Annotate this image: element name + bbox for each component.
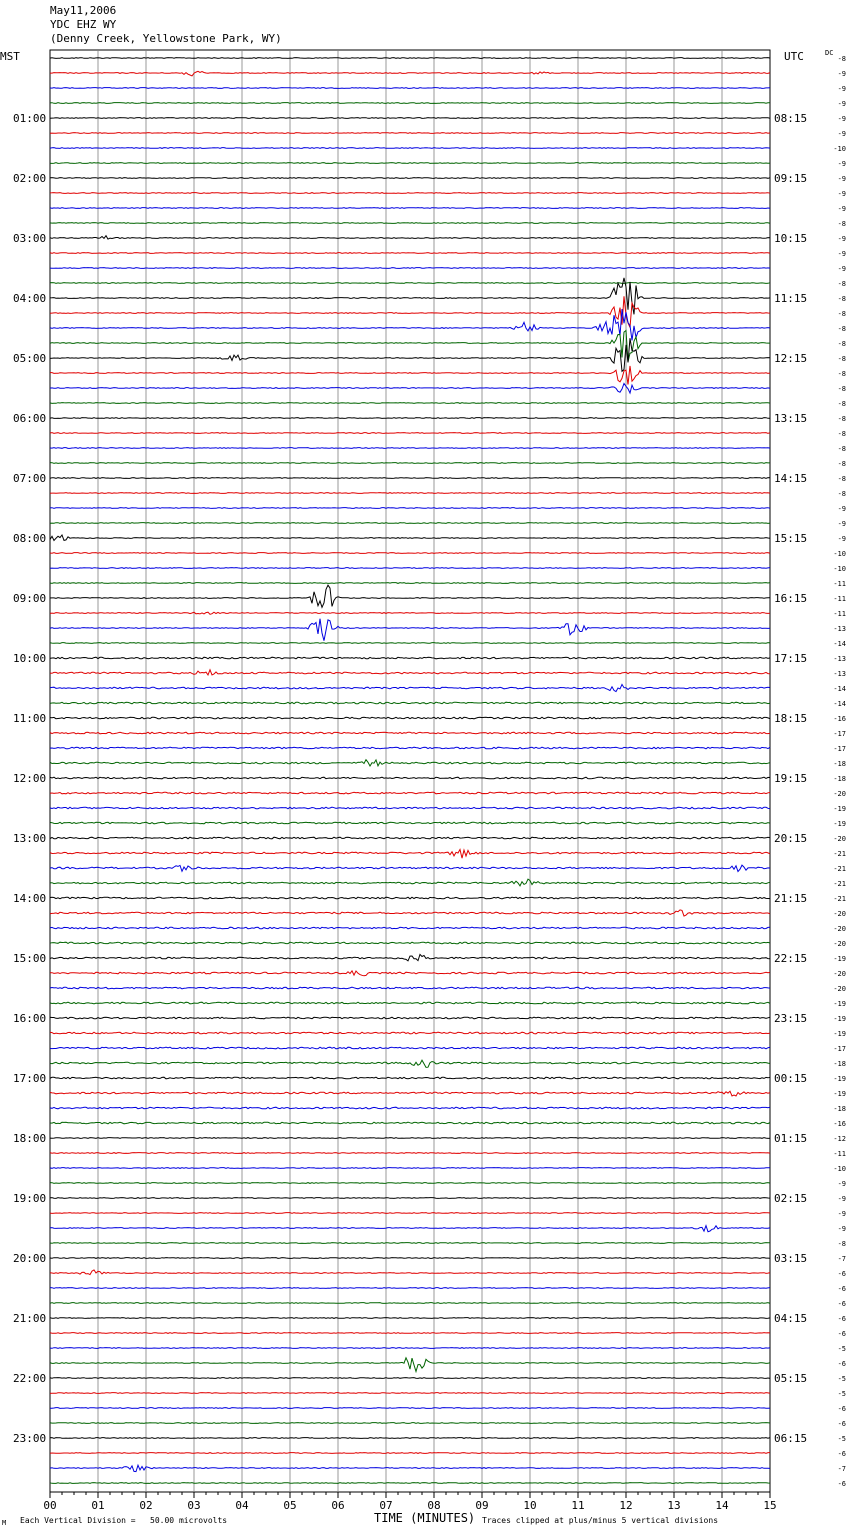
mst-hour-label: 09:00 xyxy=(13,592,47,605)
x-tick-label: 02 xyxy=(139,1499,153,1512)
x-tick-label: 12 xyxy=(619,1499,633,1512)
mst-hour-label: 04:00 xyxy=(13,292,47,305)
trace-row xyxy=(50,1138,770,1139)
mst-hour-label: 21:00 xyxy=(13,1312,47,1325)
dc-offset-label: -6 xyxy=(837,1405,846,1413)
dc-label: DC xyxy=(825,49,834,57)
dc-offset-label: -18 xyxy=(833,760,846,768)
dc-offset-label: -10 xyxy=(833,145,846,153)
trace-row xyxy=(50,523,770,524)
mst-hour-label: 14:00 xyxy=(13,892,47,905)
dc-offset-label: -18 xyxy=(833,775,846,783)
dc-offset-label: -8 xyxy=(837,445,846,453)
dc-offset-label: -6 xyxy=(837,1300,846,1308)
dc-offset-label: -8 xyxy=(837,415,846,423)
trace-row xyxy=(50,747,770,749)
dc-offset-label: -6 xyxy=(837,1285,846,1293)
utc-hour-label: 18:15 xyxy=(774,712,808,725)
mst-hour-label: 17:00 xyxy=(13,1072,47,1085)
trace-row xyxy=(50,585,770,607)
trace-row xyxy=(50,103,770,104)
header-location: (Denny Creek, Yellowstone Park, WY) xyxy=(50,32,282,45)
trace-row xyxy=(50,807,770,809)
dc-offset-label: -9 xyxy=(837,250,846,258)
dc-offset-label: -5 xyxy=(837,1345,846,1353)
dc-offset-label: -9 xyxy=(837,1180,846,1188)
dc-offset-label: -9 xyxy=(837,70,846,78)
dc-offset-label: -6 xyxy=(837,1450,846,1458)
trace-row xyxy=(50,822,770,824)
trace-row xyxy=(50,1348,770,1349)
dc-offset-label: -20 xyxy=(833,925,846,933)
trace-row xyxy=(50,384,770,394)
dc-offset-label: -9 xyxy=(837,1210,846,1218)
trace-row xyxy=(50,619,770,641)
mst-hour-label: 07:00 xyxy=(13,472,47,485)
dc-offset-label: -20 xyxy=(833,985,846,993)
dc-offset-label: -9 xyxy=(837,1195,846,1203)
left-axis-title: MST xyxy=(0,50,20,63)
mst-hour-label: 13:00 xyxy=(13,832,47,845)
x-tick-label: 06 xyxy=(331,1499,345,1512)
trace-row xyxy=(50,148,770,149)
trace-row xyxy=(50,732,770,734)
trace-row xyxy=(50,193,770,194)
trace-row xyxy=(50,1183,770,1184)
dc-offset-label: -7 xyxy=(837,1255,846,1263)
trace-row xyxy=(50,1091,770,1096)
x-tick-label: 07 xyxy=(379,1499,393,1512)
dc-offset-label: -13 xyxy=(833,670,846,678)
dc-offset-label: -8 xyxy=(837,310,846,318)
dc-offset-label: -8 xyxy=(837,340,846,348)
utc-hour-label: 13:15 xyxy=(774,412,808,425)
trace-row xyxy=(50,942,770,944)
dc-offset-label: -12 xyxy=(833,1135,846,1143)
dc-offset-label: -9 xyxy=(837,235,846,243)
trace-row xyxy=(50,508,770,509)
dc-offset-label: -8 xyxy=(837,325,846,333)
dc-offset-label: -14 xyxy=(833,685,846,693)
mst-hour-label: 23:00 xyxy=(13,1432,47,1445)
trace-row xyxy=(50,178,770,179)
dc-offset-label: -8 xyxy=(837,220,846,228)
trace-row xyxy=(50,612,770,614)
trace-row xyxy=(50,1213,770,1214)
trace-row xyxy=(50,684,770,691)
trace-row xyxy=(50,535,770,541)
header-station: YDC EHZ WY xyxy=(50,18,117,31)
trace-row xyxy=(50,643,770,644)
dc-offset-label: -9 xyxy=(837,160,846,168)
trace-row xyxy=(50,1077,770,1079)
x-tick-label: 08 xyxy=(427,1499,441,1512)
trace-row xyxy=(50,268,770,269)
trace-row xyxy=(50,1258,770,1259)
trace-row xyxy=(50,1107,770,1109)
dc-offset-label: -11 xyxy=(833,610,846,618)
mst-hour-label: 12:00 xyxy=(13,772,47,785)
dc-offset-label: -9 xyxy=(837,175,846,183)
trace-row xyxy=(50,253,770,254)
utc-hour-label: 11:15 xyxy=(774,292,808,305)
dc-offset-label: -8 xyxy=(837,430,846,438)
utc-hour-label: 12:15 xyxy=(774,352,808,365)
trace-row xyxy=(50,1017,770,1019)
x-tick-label: 04 xyxy=(235,1499,249,1512)
dc-offset-label: -8 xyxy=(837,1240,846,1248)
dc-offset-label: -13 xyxy=(833,625,846,633)
dc-offset-label: -6 xyxy=(837,1315,846,1323)
trace-row xyxy=(50,1318,770,1319)
trace-row xyxy=(50,897,770,899)
dc-offset-label: -9 xyxy=(837,1225,846,1233)
trace-row xyxy=(50,717,770,719)
trace-row xyxy=(50,58,770,59)
trace-row xyxy=(50,1226,770,1232)
mst-hour-label: 18:00 xyxy=(13,1132,47,1145)
dc-offset-label: -19 xyxy=(833,1090,846,1098)
trace-row xyxy=(50,1358,770,1372)
trace-row xyxy=(50,208,770,209)
dc-offset-label: -9 xyxy=(837,205,846,213)
x-tick-label: 01 xyxy=(91,1499,105,1512)
dc-offset-label: -13 xyxy=(833,655,846,663)
trace-row xyxy=(50,433,770,434)
mst-hour-label: 08:00 xyxy=(13,532,47,545)
dc-offset-label: -19 xyxy=(833,820,846,828)
trace-row xyxy=(50,657,770,659)
dc-offset-label: -11 xyxy=(833,595,846,603)
dc-offset-label: -17 xyxy=(833,730,846,738)
dc-offset-label: -20 xyxy=(833,910,846,918)
trace-row xyxy=(50,1153,770,1154)
utc-hour-label: 15:15 xyxy=(774,532,808,545)
dc-offset-label: -14 xyxy=(833,640,846,648)
dc-offset-label: -19 xyxy=(833,1030,846,1038)
trace-row xyxy=(50,1047,770,1049)
trace-row xyxy=(50,879,770,886)
header-date: May11,2006 xyxy=(50,4,117,17)
trace-row xyxy=(50,987,770,989)
dc-offset-label: -16 xyxy=(833,715,846,723)
utc-hour-label: 04:15 xyxy=(774,1312,808,1325)
dc-offset-label: -9 xyxy=(837,130,846,138)
x-tick-label: 11 xyxy=(571,1499,585,1512)
trace-row xyxy=(50,1483,770,1484)
dc-offset-label: -14 xyxy=(833,700,846,708)
trace-row xyxy=(50,1423,770,1424)
trace-row xyxy=(50,1303,770,1304)
trace-row xyxy=(50,1438,770,1439)
trace-row xyxy=(50,553,770,554)
mst-hour-label: 19:00 xyxy=(13,1192,47,1205)
dc-offset-label: -20 xyxy=(833,835,846,843)
division-note: Each Vertical Division = 50.00 microvolts xyxy=(20,1516,228,1525)
dc-offset-label: -7 xyxy=(837,1465,846,1473)
utc-hour-label: 06:15 xyxy=(774,1432,808,1445)
dc-offset-label: -8 xyxy=(837,295,846,303)
dc-offset-label: -8 xyxy=(837,460,846,468)
dc-offset-label: -19 xyxy=(833,1000,846,1008)
trace-row xyxy=(50,1465,770,1471)
trace-row xyxy=(50,910,770,916)
utc-hour-label: 01:15 xyxy=(774,1132,808,1145)
trace-row xyxy=(50,760,770,766)
dc-offset-label: -8 xyxy=(837,355,846,363)
dc-offset-label: -10 xyxy=(833,550,846,558)
trace-row xyxy=(50,463,770,464)
trace-row xyxy=(50,1408,770,1409)
seismic-traces xyxy=(50,58,770,1484)
mst-hour-label: 01:00 xyxy=(13,112,47,125)
trace-row xyxy=(50,792,770,794)
trace-row xyxy=(50,71,770,76)
utc-hour-label: 21:15 xyxy=(774,892,808,905)
trace-row xyxy=(50,118,770,119)
trace-row xyxy=(50,954,770,961)
utc-hour-label: 22:15 xyxy=(774,952,808,965)
utc-hour-label: 10:15 xyxy=(774,232,808,245)
dc-offset-label: -8 xyxy=(837,385,846,393)
trace-row xyxy=(50,865,770,871)
utc-hour-label: 23:15 xyxy=(774,1012,808,1025)
utc-hour-label: 16:15 xyxy=(774,592,808,605)
plot-frame xyxy=(50,50,770,1492)
trace-row xyxy=(50,296,770,327)
trace-row xyxy=(50,837,770,839)
trace-row xyxy=(50,1270,770,1275)
dc-offset-label: -8 xyxy=(837,280,846,288)
mst-hour-label: 03:00 xyxy=(13,232,47,245)
trace-row xyxy=(50,133,770,134)
trace-row xyxy=(50,777,770,779)
dc-offset-label: -16 xyxy=(833,1120,846,1128)
dc-offset-label: -5 xyxy=(837,1390,846,1398)
dc-offset-label: -6 xyxy=(837,1270,846,1278)
clip-note: Traces clipped at plus/minus 5 vertical divisions xyxy=(482,1516,719,1525)
mst-hour-label: 10:00 xyxy=(13,652,47,665)
trace-row xyxy=(50,448,770,449)
dc-offset-label: -5 xyxy=(837,1435,846,1443)
trace-row xyxy=(50,1060,770,1067)
dc-offset-label: -9 xyxy=(837,85,846,93)
trace-row xyxy=(50,1243,770,1244)
dc-offset-label: -20 xyxy=(833,970,846,978)
utc-hour-label: 20:15 xyxy=(774,832,808,845)
axis-labels xyxy=(0,49,846,1527)
mst-hour-label: 15:00 xyxy=(13,952,47,965)
utc-hour-label: 03:15 xyxy=(774,1252,808,1265)
trace-row xyxy=(50,283,770,284)
dc-offset-label: -19 xyxy=(833,1075,846,1083)
trace-row xyxy=(50,223,770,224)
dc-offset-label: -10 xyxy=(833,565,846,573)
mst-hour-label: 11:00 xyxy=(13,712,47,725)
utc-hour-label: 17:15 xyxy=(774,652,808,665)
trace-row xyxy=(50,493,770,494)
mst-hour-label: 06:00 xyxy=(13,412,47,425)
trace-row xyxy=(50,702,770,704)
trace-row xyxy=(50,1122,770,1124)
dc-offset-label: -9 xyxy=(837,505,846,513)
dc-offset-label: -17 xyxy=(833,1045,846,1053)
x-tick-label: 15 xyxy=(763,1499,777,1512)
trace-row xyxy=(50,1198,770,1199)
trace-row xyxy=(50,583,770,584)
dc-offset-label: -21 xyxy=(833,880,846,888)
x-tick-label: 13 xyxy=(667,1499,681,1512)
trace-row xyxy=(50,1168,770,1169)
x-tick-label: 10 xyxy=(523,1499,537,1512)
trace-row xyxy=(50,1288,770,1289)
dc-offset-label: -20 xyxy=(833,940,846,948)
dc-offset-label: -9 xyxy=(837,190,846,198)
mst-hour-label: 16:00 xyxy=(13,1012,47,1025)
dc-offset-label: -6 xyxy=(837,1330,846,1338)
trace-row xyxy=(50,236,770,239)
dc-offset-label: -9 xyxy=(837,115,846,123)
corner-mark: M xyxy=(2,1519,7,1527)
right-axis-title: UTC xyxy=(784,50,804,63)
dc-offset-label: -21 xyxy=(833,895,846,903)
dc-offset-label: -8 xyxy=(837,400,846,408)
trace-row xyxy=(50,163,770,164)
dc-offset-label: -6 xyxy=(837,1420,846,1428)
dc-offset-label: -9 xyxy=(837,265,846,273)
dc-offset-label: -18 xyxy=(833,1105,846,1113)
x-tick-label: 14 xyxy=(715,1499,729,1512)
dc-offset-label: -8 xyxy=(837,55,846,63)
dc-offset-label: -21 xyxy=(833,850,846,858)
trace-row xyxy=(50,1453,770,1454)
dc-offset-label: -8 xyxy=(837,490,846,498)
minute-grid xyxy=(50,50,770,1498)
utc-hour-label: 00:15 xyxy=(774,1072,808,1085)
trace-row xyxy=(50,1393,770,1394)
dc-offset-label: -10 xyxy=(833,1165,846,1173)
mst-hour-label: 22:00 xyxy=(13,1372,47,1385)
dc-offset-label: -19 xyxy=(833,805,846,813)
dc-offset-label: -8 xyxy=(837,370,846,378)
mst-hour-label: 20:00 xyxy=(13,1252,47,1265)
trace-row xyxy=(50,478,770,479)
trace-row xyxy=(50,670,770,675)
utc-hour-label: 02:15 xyxy=(774,1192,808,1205)
mst-hour-label: 02:00 xyxy=(13,172,47,185)
x-axis-label: TIME (MINUTES) xyxy=(374,1511,476,1525)
dc-offset-label: -8 xyxy=(837,475,846,483)
mst-hour-label: 05:00 xyxy=(13,352,47,365)
utc-hour-label: 08:15 xyxy=(774,112,808,125)
dc-offset-label: -21 xyxy=(833,865,846,873)
dc-offset-label: -19 xyxy=(833,955,846,963)
dc-offset-label: -19 xyxy=(833,1015,846,1023)
dc-offset-label: -18 xyxy=(833,1060,846,1068)
dc-offset-label: -5 xyxy=(837,1375,846,1383)
trace-row xyxy=(50,1333,770,1334)
trace-row xyxy=(50,418,770,419)
x-tick-label: 09 xyxy=(475,1499,489,1512)
dc-offset-label: -6 xyxy=(837,1360,846,1368)
trace-row xyxy=(50,1378,770,1379)
trace-row xyxy=(50,568,770,569)
utc-hour-label: 09:15 xyxy=(774,172,808,185)
x-tick-label: 05 xyxy=(283,1499,297,1512)
dc-offset-label: -17 xyxy=(833,745,846,753)
utc-hour-label: 19:15 xyxy=(774,772,808,785)
trace-row xyxy=(50,1032,770,1034)
dc-offset-label: -9 xyxy=(837,535,846,543)
trace-row xyxy=(50,331,770,362)
trace-row xyxy=(50,88,770,89)
dc-offset-label: -11 xyxy=(833,1150,846,1158)
dc-offset-label: -20 xyxy=(833,790,846,798)
utc-hour-label: 05:15 xyxy=(774,1372,808,1385)
utc-hour-label: 14:15 xyxy=(774,472,808,485)
trace-row xyxy=(50,403,770,404)
trace-row xyxy=(50,850,770,859)
x-tick-label: 00 xyxy=(43,1499,57,1512)
trace-row xyxy=(50,1002,770,1004)
trace-row xyxy=(50,971,770,976)
trace-row xyxy=(50,927,770,929)
dc-offset-label: -9 xyxy=(837,100,846,108)
dc-offset-label: -6 xyxy=(837,1480,846,1488)
dc-offset-label: -11 xyxy=(833,580,846,588)
trace-row xyxy=(50,366,770,385)
dc-offset-label: -9 xyxy=(837,520,846,528)
x-tick-label: 03 xyxy=(187,1499,201,1512)
